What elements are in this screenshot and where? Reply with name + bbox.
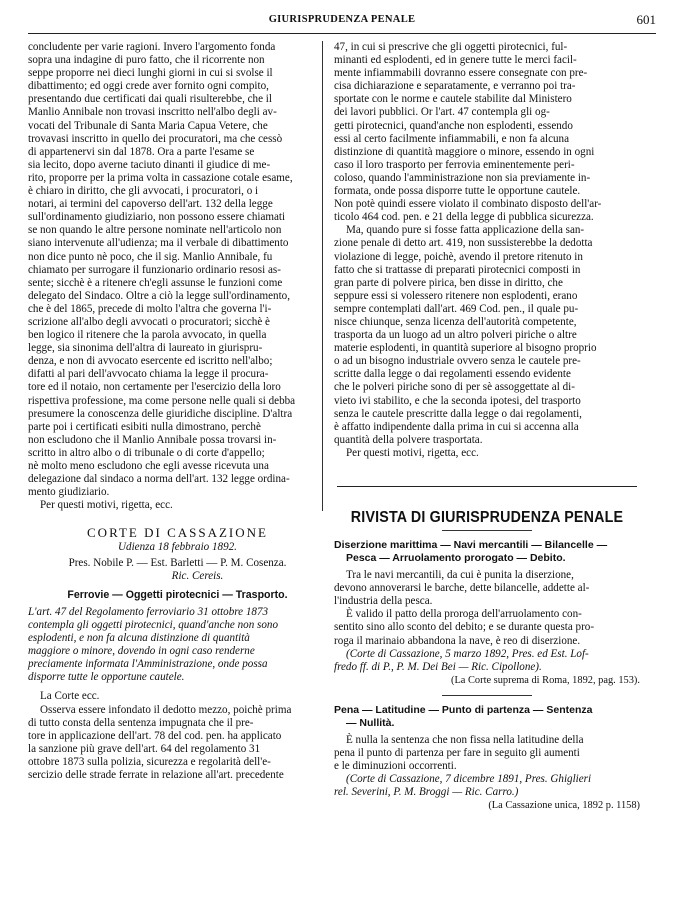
text-line: ben logico il ritenere che la parola avvocato, in quella (28, 329, 267, 342)
text-line: tore ed il notaio, non certamente per l'esercizio della loro (28, 381, 281, 394)
text-line: Osserva essere infondato il dedotto mezzo, poichè prima (40, 703, 292, 716)
text-line: se non quando le altre persone nominate nell'articolo non (28, 224, 282, 237)
text-line: nè molto meno escludono che egli avesse ricevuta una (28, 460, 269, 472)
right-paragraph-1 (334, 41, 640, 224)
appellant: Ric. Cereis. (171, 569, 224, 582)
text-line: parte poi i certificati esibiti nulla dimostrano, perchè (28, 420, 261, 433)
text-line: sia lecito, dopo averne taciuto dinanti il giudice di me- (28, 158, 271, 171)
text-line: sercizio delle strade ferrate in relazione all'art. precedente (28, 768, 284, 781)
text-line: presumere la conoscenza delle giuridiche discipline. D'altra (28, 407, 293, 420)
text-line: sente; sicchè è a ritenere ch'egli assunse le funzioni come (28, 276, 283, 289)
text-line: sull'ordinamento giudiziario, non possono essere chiamati (28, 211, 286, 224)
source-reference: (La Cassazione unica, 1892 p. 1158) (488, 800, 640, 812)
text-line: devono annoverarsi le barche, dette bilancelle, addette al- (334, 582, 590, 595)
text-line: seppe proporre nei dieci lunghi giorni in cui si svolse il (28, 67, 273, 80)
text-line: che le polveri piriche sono di per sè assoggettate al di- (334, 381, 575, 394)
text-line: è chiaro in diritto, che gli avvocati, i procuratori, o i (28, 185, 259, 198)
text-line: È valido il patto della proroga dell'arruolamento con- (346, 608, 582, 621)
text-line: quantità della polvere trasportata. (334, 433, 483, 446)
maxim-line: disporre tutte le opportune cautele. (28, 671, 185, 684)
text-line: delegato del Sindaco. Oltre a ciò la legge sull'ordinamento, (28, 289, 291, 302)
closing-line: Per questi motivi, rigetta, ecc. (346, 446, 479, 459)
text-line: rito, proporre per la prima volta in cassazione cotale esame, (28, 171, 293, 184)
text-line: e le diminuzioni occorrenti. (334, 760, 457, 773)
text-line: trasporta da un luogo ad un altro polveri piriche o altre (334, 329, 577, 342)
entry-separator (442, 695, 532, 696)
text-line: che è del 1865, precede di molto l'altra che governa l'i- (28, 302, 272, 315)
title-underline (442, 530, 532, 531)
entry-title: — Nullità. (346, 716, 395, 729)
section-rule (337, 486, 637, 487)
text-line: distinzione di quantità maggiore o minore, essendo in ogni (334, 145, 595, 158)
text-line: sportate con le norme e cautele stabilite dal Ministero (334, 93, 572, 106)
entry-title: Diserzione marittima — Navi mercantili — Bilancelle — (334, 539, 608, 552)
text-line: roga il marinaio abbandona la nave, è reo di diserzione. (334, 634, 581, 647)
text-line: scrizione all'albo degli avvocati o procuratori; sicchè è (28, 315, 270, 328)
text-line: ottobre 1873 sulla polizia, sicurezza e regolarità dell'e- (28, 755, 271, 768)
text-line: o ad un bisogno industriale ovvero senza le cautele pre- (334, 355, 581, 368)
maxim-line: contempla gli oggetti pirotecnici, quand'anche non sono (28, 618, 278, 631)
text-line: scritto in altro albo o di tribunale o di corte d'appello; (28, 446, 265, 459)
citation-line: (Corte di Cassazione, 7 dicembre 1891, Pres. Ghiglieri (346, 773, 592, 786)
text-line: zione penale di detto art. 419, non sussisterebbe la dedotta (334, 237, 593, 250)
text-line: Manlio Annibale non trovasi inscritto nell'albo degli av- (28, 106, 277, 119)
text-line: tore in applicazione dell'art. 78 del cod. pen. ha applicato (28, 729, 282, 742)
text-line: di tutto consta della sentenza impugnata che il pre- (28, 716, 254, 729)
maxim-line: esplodenti, e non fa alcuna distinzione di quantità (28, 632, 250, 645)
maxim-line: preciamente informata l'Amministrazione, onde possa (28, 658, 268, 671)
maxim-line: L'art. 47 del Regolamento ferroviario 31 ottobre 1873 (28, 605, 269, 618)
text-line: rispettiva professione, ma come persone nelle quali si debba (28, 394, 296, 407)
text-line: trovavasi inscritto in quello dei procuratori, ma che cessò (28, 132, 283, 145)
text-line: Tra le navi mercantili, da cui è punita la diserzione, (346, 569, 574, 582)
text-line: cisa dichiarazione e separatamente, e verranno poi tra- (334, 80, 576, 93)
closing-line: Per questi motivi, rigetta, ecc. (40, 499, 173, 512)
text-line: vocati del Tribunale di Santa Maria Capua Vetere, che (28, 119, 268, 132)
text-line: gran parte di polvere pirica, ben disse in diritto, che (334, 276, 563, 289)
text-line: formata, onde possa disporre tutte le opportune cautele. (334, 185, 581, 198)
text-line: mento giudiziario. (28, 486, 110, 499)
text-line: è affatto indipendente dalla prima in cui si accenna alla (334, 420, 579, 433)
text-line: scritte dalla legge o dai regolamenti essendo evidente (334, 368, 571, 381)
text-line: È nulla la sentenza che non fissa nella latitudine della (346, 733, 584, 746)
page-header (28, 14, 656, 30)
text-line: materie esplodenti, in quantità superiore al bisogno proprio (334, 342, 597, 355)
case-subject: Ferrovie — Oggetti pirotecnici — Trasporto. (67, 588, 288, 601)
text-line: concludente per varie ragioni. Invero l'argomento fonda (28, 41, 276, 53)
text-line: difatti al pari dell'avvocato chiama la legge il procura- (28, 368, 269, 381)
text-line: ticolo 464 cod. pen. e 21 della legge di pubblica sicurezza. (334, 211, 594, 224)
source-reference: (La Corte suprema di Roma, 1892, pag. 153). (450, 674, 640, 686)
text-line: presentando due certificati dai quali risulterebbe, che il (28, 93, 272, 106)
page-number: 601 (636, 12, 656, 27)
text-line: seppure essi si volessero ritenere non esplodenti, erano (334, 289, 578, 302)
right-paragraph-2 (334, 224, 640, 447)
entry-diserzione (334, 539, 640, 687)
text-line: minanti ed esplodenti, ed in genere tutte le merci facil- (334, 54, 577, 67)
text-line: non escludono che il Manlio Annibale possa trovarsi in- (28, 433, 277, 446)
text-line: siano intervenute all'udienza; ma il verbale di dibattimento (28, 237, 289, 250)
text-line: dei lavori pubblici. Or l'art. 47 contempla gli og- (334, 106, 550, 119)
text-line: non dice punto nè poco, che il sig. Manlio Annibale, fu (28, 250, 273, 263)
text-line: violazione di legge, poichè, avendo il pretore ritenuto in (334, 250, 583, 263)
running-title: GIURISPRUDENZA PENALE (268, 14, 416, 25)
citation-line: fredo ff. di P., P. M. Dei Bei — Ric. Cipollone). (334, 660, 542, 673)
text-line: mente infiammabili dovranno essere consegnate con pre- (334, 67, 588, 80)
text-line: di appartenervi sin dal 1878. Ora a parte l'esame se (28, 145, 255, 158)
entry-body (334, 734, 640, 773)
text-line: vieto ivi stabilito, e che la seconda ipotesi, del trasporto (334, 394, 581, 407)
left-paragraph-1 (28, 41, 327, 499)
header-rule (28, 33, 656, 34)
entry-body (334, 569, 640, 648)
text-line: sopra una indagine di puro fatto, che il ricorrente non (28, 54, 265, 67)
text-line: denza, e non di avvocato esercente ed iscritto nell'albo; (28, 355, 273, 368)
text-line: fatto che si trattasse di preparati pirotecnici composti in (334, 263, 581, 276)
right-column (334, 41, 640, 813)
text-line: delegazione dal sindaco a norma dell'art. 132 legge ordina- (28, 473, 290, 486)
court-composition: Pres. Nobile P. — Est. Barletti — P. M. Cosenza. (68, 556, 287, 569)
text-line: Ma, quando pure si fosse fatta applicazione della san- (346, 224, 585, 237)
entry-pena (334, 704, 640, 813)
citation-line: (Corte di Cassazione, 5 marzo 1892, Pres. ed Est. Lof- (346, 647, 589, 660)
left-paragraph-2 (28, 704, 327, 783)
text-line: getti pirotecnici, quand'anche non esplodenti, essendo (334, 119, 573, 132)
text-line: chiamato per surrogare il funzionario ordinario resosi as- (28, 263, 281, 276)
text-line: essi al certo facilmente infiammabili, e non fa alcuna (334, 132, 570, 145)
left-column (28, 41, 327, 782)
text-line: pena il punto di partenza per fare in seguito gli aumenti (334, 747, 580, 760)
citation-line: rel. Severini, P. M. Broggi — Ric. Carro.) (334, 786, 519, 799)
text-line: sempre contemplati dall'art. 469 Cod. pen., il quale pu- (334, 302, 579, 315)
text-line: 47, in cui si prescrive che gli oggetti pirotecnici, ful- (334, 41, 568, 53)
text-line: nisce chiunque, senza licenza dell'autorità competente, (334, 315, 577, 328)
text-line: caso il loro trasporto per ferrovia eminentemente peri- (334, 158, 575, 171)
text-line: l'industria della pesca. (334, 595, 433, 608)
rivista-title: RIVISTA DI GIURISPRUDENZA PENALE (350, 509, 624, 526)
text-line: senza le cautele prescritte dalla legge o dai regolamenti, (334, 407, 582, 420)
court-phrase: La Corte ecc. (40, 690, 100, 703)
text-line: coloso, quando l'amministrazione non sia previamente in- (334, 171, 591, 184)
entry-title: Pesca — Arruolamento prorogato — Debito. (346, 552, 566, 565)
text-line: dibattimento; ed oggi crede aver fornito ogni compito, (28, 80, 269, 93)
hearing-date: Udienza 18 febbraio 1892. (118, 541, 237, 554)
entry-title: Pena — Latitudine — Punto di partenza — Sentenza (334, 703, 593, 716)
text-line: la sanzione più grave dell'art. 64 del regolamento 31 (28, 742, 261, 755)
text-line: Non potè quindi essere violato il combinato disposto dell'ar- (334, 198, 602, 211)
section-title: CORTE DI CASSAZIONE (87, 525, 268, 541)
text-line: notari, ai termini del capoverso dell'art. 132 della legge (28, 198, 273, 211)
case-maxim (28, 606, 327, 685)
text-line: legge, sia sinonima dell'altra di laureato in giurispru- (28, 342, 263, 355)
text-line: sentito sino allo sconto del debito; e se durante questa pro- (334, 621, 595, 634)
maxim-line: maggiore o minore, dovendo in ogni caso renderne (28, 645, 255, 658)
